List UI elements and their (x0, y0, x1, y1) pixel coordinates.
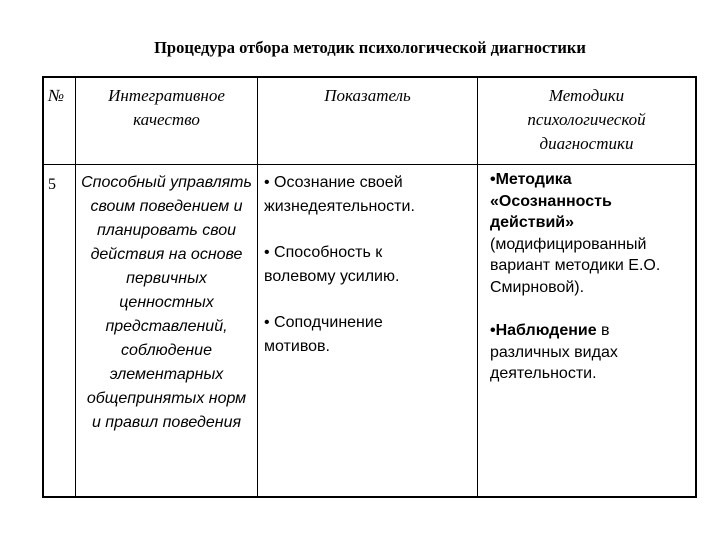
table-header-row (43, 77, 696, 165)
method-description: в различных видах деятельности. (490, 322, 618, 382)
row-indicators (258, 165, 478, 498)
row-methods (478, 165, 697, 498)
methods-table (42, 76, 697, 498)
indicator-item: • Способность к волевому усилию. (264, 244, 400, 285)
method-description: (модифицированный вариант методики Е.О. Смирновой). (490, 235, 661, 296)
indicator-item: • Осознание своей жизнедеятельности. (264, 174, 415, 215)
header-quality-text: Интегративное качество (108, 86, 225, 129)
table-row (43, 165, 696, 498)
method-name: •Наблюдение (490, 322, 597, 339)
indicator-item: • Соподчинение мотивов. (264, 314, 383, 355)
page-title: Процедура отбора методик психологической диагностики (154, 38, 586, 57)
header-number: № (43, 77, 76, 165)
row-quality-text: Способный управлять своим поведением и планировать свои действия на основе первичных ценностных представлений, соблюдение элементарных общепринятых норм и правил поведения (81, 174, 252, 431)
method-name: •Методика «Осознанность действий» (490, 171, 612, 231)
header-methods (478, 77, 697, 165)
row-quality (76, 165, 258, 498)
method-item (490, 169, 695, 298)
row-number: 5 (43, 165, 76, 498)
header-indicator: Показатель (258, 77, 478, 165)
method-item (490, 320, 650, 385)
header-methods-text: Методики психологической диагностики (527, 86, 646, 153)
header-quality (76, 77, 258, 165)
